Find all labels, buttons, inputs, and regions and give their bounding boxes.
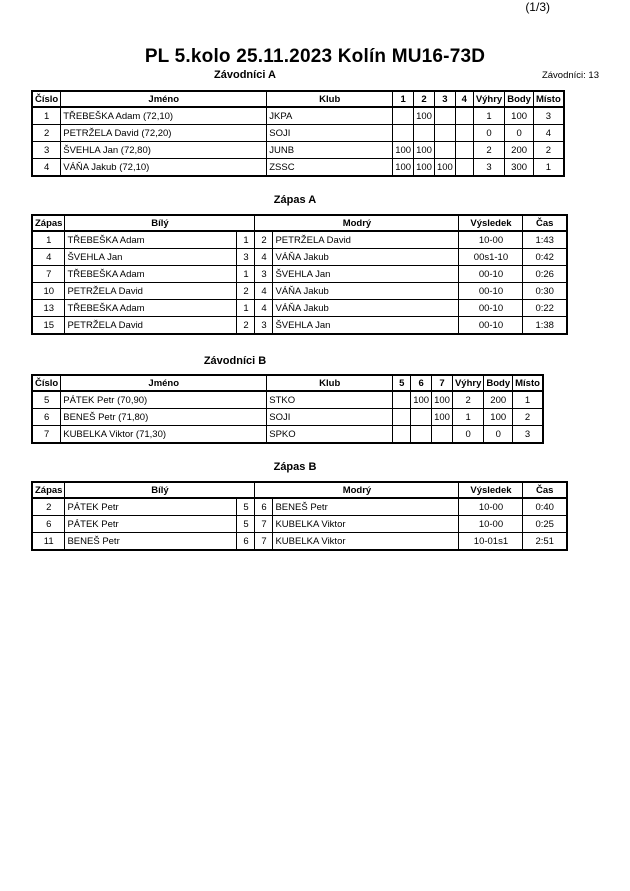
match-number: 11 [32, 533, 65, 551]
table-row [32, 283, 567, 300]
match-result: 00-10 [459, 317, 523, 335]
match-number: 7 [32, 266, 65, 283]
match-number: 2 [32, 498, 65, 516]
round-score [393, 409, 411, 426]
column-header: Výhry [452, 375, 483, 391]
points-cell: 0 [484, 426, 513, 444]
white-competitor: TŘEBEŠKA Adam [65, 231, 237, 249]
blue-number: 7 [255, 516, 273, 533]
white-number: 2 [237, 317, 255, 335]
table-row [32, 142, 564, 159]
table-row [32, 125, 564, 142]
column-header: 7 [432, 375, 453, 391]
blue-competitor: ŠVEHLA Jan [273, 266, 459, 283]
table-row [32, 317, 567, 335]
blue-number: 4 [255, 283, 273, 300]
column-header: Body [505, 91, 534, 107]
match-result: 00-10 [459, 300, 523, 317]
round-score: 100 [414, 159, 435, 177]
blue-competitor: VÁŇA Jakub [273, 300, 459, 317]
competitor-count: Závodníci: 13 [541, 70, 599, 81]
match-time: 1:43 [523, 231, 567, 249]
match-result: 00-10 [459, 266, 523, 283]
blue-competitor: VÁŇA Jakub [273, 283, 459, 300]
points-cell: 100 [505, 107, 534, 125]
blue-competitor: KUBELKA Viktor [273, 516, 459, 533]
competitor-club: JUNB [267, 142, 393, 159]
competitor-name: BENEŠ Petr (71,80) [61, 409, 267, 426]
white-number: 3 [237, 249, 255, 266]
white-competitor: TŘEBEŠKA Adam [65, 300, 237, 317]
column-header: Klub [267, 91, 393, 107]
round-score [432, 426, 453, 444]
white-number: 2 [237, 283, 255, 300]
match-result: 10-00 [459, 231, 523, 249]
blue-competitor: KUBELKA Viktor [273, 533, 459, 551]
round-score: 100 [432, 409, 453, 426]
round-score [455, 125, 473, 142]
page-title: PL 5.kolo 25.11.2023 Kolín MU16-73D [144, 46, 486, 67]
points-cell: 0 [505, 125, 534, 142]
points-cell: 200 [505, 142, 534, 159]
competitor-club: STKO [267, 391, 393, 409]
round-score [455, 159, 473, 177]
competitor-number: 4 [32, 159, 61, 177]
match-number: 13 [32, 300, 65, 317]
points-cell: 300 [505, 159, 534, 177]
points-cell: 200 [484, 391, 513, 409]
time-header: Čas [523, 215, 567, 231]
round-score [455, 107, 473, 125]
competitor-number: 5 [32, 391, 61, 409]
column-header: 2 [414, 91, 435, 107]
column-header: Body [484, 375, 513, 391]
round-score: 100 [411, 391, 432, 409]
white-competitor: PÁTEK Petr [65, 498, 237, 516]
white-header: Bílý [65, 482, 255, 498]
competitor-number: 1 [32, 107, 61, 125]
blue-number: 2 [255, 231, 273, 249]
column-header: Klub [267, 375, 393, 391]
white-competitor: PETRŽELA David [65, 283, 237, 300]
table-row [32, 159, 564, 177]
match-time: 0:40 [523, 498, 567, 516]
column-header: Číslo [32, 91, 61, 107]
white-competitor: BENEŠ Petr [65, 533, 237, 551]
match-result: 10-01s1 [459, 533, 523, 551]
group-b-table [31, 374, 544, 444]
matches-b-table [31, 481, 568, 551]
round-score: 100 [393, 159, 414, 177]
wins-cell: 1 [473, 107, 504, 125]
match-time: 0:42 [523, 249, 567, 266]
blue-competitor: VÁŇA Jakub [273, 249, 459, 266]
table-row [32, 516, 567, 533]
white-competitor: TŘEBEŠKA Adam [65, 266, 237, 283]
round-score [393, 107, 414, 125]
table-row [32, 249, 567, 266]
competitor-number: 7 [32, 426, 61, 444]
match-number: 15 [32, 317, 65, 335]
column-header: 6 [411, 375, 432, 391]
column-header: Jméno [61, 375, 267, 391]
blue-number: 7 [255, 533, 273, 551]
group-b-title: Závodníci B [203, 355, 267, 367]
round-score [414, 125, 435, 142]
match-number: 10 [32, 283, 65, 300]
competitor-name: KUBELKA Viktor (71,30) [61, 426, 267, 444]
table-row [32, 231, 567, 249]
round-score [434, 107, 455, 125]
group-a-table [31, 90, 565, 177]
table-row [32, 426, 543, 444]
white-competitor: PÁTEK Petr [65, 516, 237, 533]
competitor-number: 3 [32, 142, 61, 159]
round-score: 100 [393, 142, 414, 159]
competitor-number: 2 [32, 125, 61, 142]
competitor-number: 6 [32, 409, 61, 426]
round-score [434, 125, 455, 142]
round-score: 100 [434, 159, 455, 177]
matches-a-table [31, 214, 568, 335]
blue-number: 4 [255, 249, 273, 266]
round-score [411, 426, 432, 444]
white-number: 1 [237, 266, 255, 283]
match-result: 10-00 [459, 498, 523, 516]
points-cell: 100 [484, 409, 513, 426]
table-row [32, 266, 567, 283]
competitor-club: SOJI [267, 125, 393, 142]
match-number: 6 [32, 516, 65, 533]
place-cell: 1 [533, 159, 563, 177]
column-header: Výhry [473, 91, 504, 107]
round-score: 100 [414, 142, 435, 159]
page-number: (1/3) [525, 0, 550, 14]
column-header: Jméno [61, 91, 267, 107]
round-score [411, 409, 432, 426]
table-row [32, 107, 564, 125]
wins-cell: 1 [452, 409, 483, 426]
blue-number: 3 [255, 266, 273, 283]
match-result: 10-00 [459, 516, 523, 533]
time-header: Čas [523, 482, 567, 498]
result-header: Výsledek [459, 482, 523, 498]
competitor-club: JKPA [267, 107, 393, 125]
white-competitor: PETRŽELA David [65, 317, 237, 335]
wins-cell: 0 [473, 125, 504, 142]
match-result: 00s1-10 [459, 249, 523, 266]
competitor-club: ZSSC [267, 159, 393, 177]
white-number: 1 [237, 300, 255, 317]
matches-b-title: Zápas B [273, 461, 317, 473]
match-time: 0:25 [523, 516, 567, 533]
competitor-club: SOJI [267, 409, 393, 426]
place-cell: 3 [513, 426, 543, 444]
match-number: 4 [32, 249, 65, 266]
round-score: 100 [414, 107, 435, 125]
round-score [393, 426, 411, 444]
blue-competitor: PETRŽELA David [273, 231, 459, 249]
competitor-club: SPKO [267, 426, 393, 444]
column-header: Místo [513, 375, 543, 391]
round-score [434, 142, 455, 159]
blue-header: Modrý [255, 215, 459, 231]
competitor-name: ŠVEHLA Jan (72,80) [61, 142, 267, 159]
blue-number: 3 [255, 317, 273, 335]
match-header: Zápas [32, 482, 65, 498]
table-row [32, 533, 567, 551]
place-cell: 1 [513, 391, 543, 409]
table-row [32, 498, 567, 516]
place-cell: 2 [513, 409, 543, 426]
match-result: 00-10 [459, 283, 523, 300]
blue-header: Modrý [255, 482, 459, 498]
place-cell: 4 [533, 125, 563, 142]
match-time: 2:51 [523, 533, 567, 551]
wins-cell: 2 [452, 391, 483, 409]
result-header: Výsledek [459, 215, 523, 231]
table-row [32, 409, 543, 426]
round-score [393, 125, 414, 142]
column-header: Místo [533, 91, 563, 107]
blue-number: 4 [255, 300, 273, 317]
place-cell: 2 [533, 142, 563, 159]
white-number: 5 [237, 498, 255, 516]
competitor-name: PETRŽELA David (72,20) [61, 125, 267, 142]
column-header: 3 [434, 91, 455, 107]
column-header: 4 [455, 91, 473, 107]
table-row [32, 391, 543, 409]
wins-cell: 0 [452, 426, 483, 444]
place-cell: 3 [533, 107, 563, 125]
competitor-name: TŘEBEŠKA Adam (72,10) [61, 107, 267, 125]
match-time: 1:38 [523, 317, 567, 335]
blue-competitor: ŠVEHLA Jan [273, 317, 459, 335]
competitor-name: PÁTEK Petr (70,90) [61, 391, 267, 409]
column-header: Číslo [32, 375, 61, 391]
column-header: 1 [393, 91, 414, 107]
blue-number: 6 [255, 498, 273, 516]
white-number: 1 [237, 231, 255, 249]
white-number: 6 [237, 533, 255, 551]
white-competitor: ŠVEHLA Jan [65, 249, 237, 266]
white-number: 5 [237, 516, 255, 533]
match-time: 0:22 [523, 300, 567, 317]
matches-a-title: Zápas A [273, 194, 317, 206]
competitor-name: VÁŇA Jakub (72,10) [61, 159, 267, 177]
match-time: 0:30 [523, 283, 567, 300]
round-score [393, 391, 411, 409]
match-time: 0:26 [523, 266, 567, 283]
match-number: 1 [32, 231, 65, 249]
wins-cell: 2 [473, 142, 504, 159]
white-header: Bílý [65, 215, 255, 231]
group-a-title: Závodníci A [214, 69, 276, 81]
wins-cell: 3 [473, 159, 504, 177]
round-score [455, 142, 473, 159]
blue-competitor: BENEŠ Petr [273, 498, 459, 516]
round-score: 100 [432, 391, 453, 409]
column-header: 5 [393, 375, 411, 391]
table-row [32, 300, 567, 317]
match-header: Zápas [32, 215, 65, 231]
